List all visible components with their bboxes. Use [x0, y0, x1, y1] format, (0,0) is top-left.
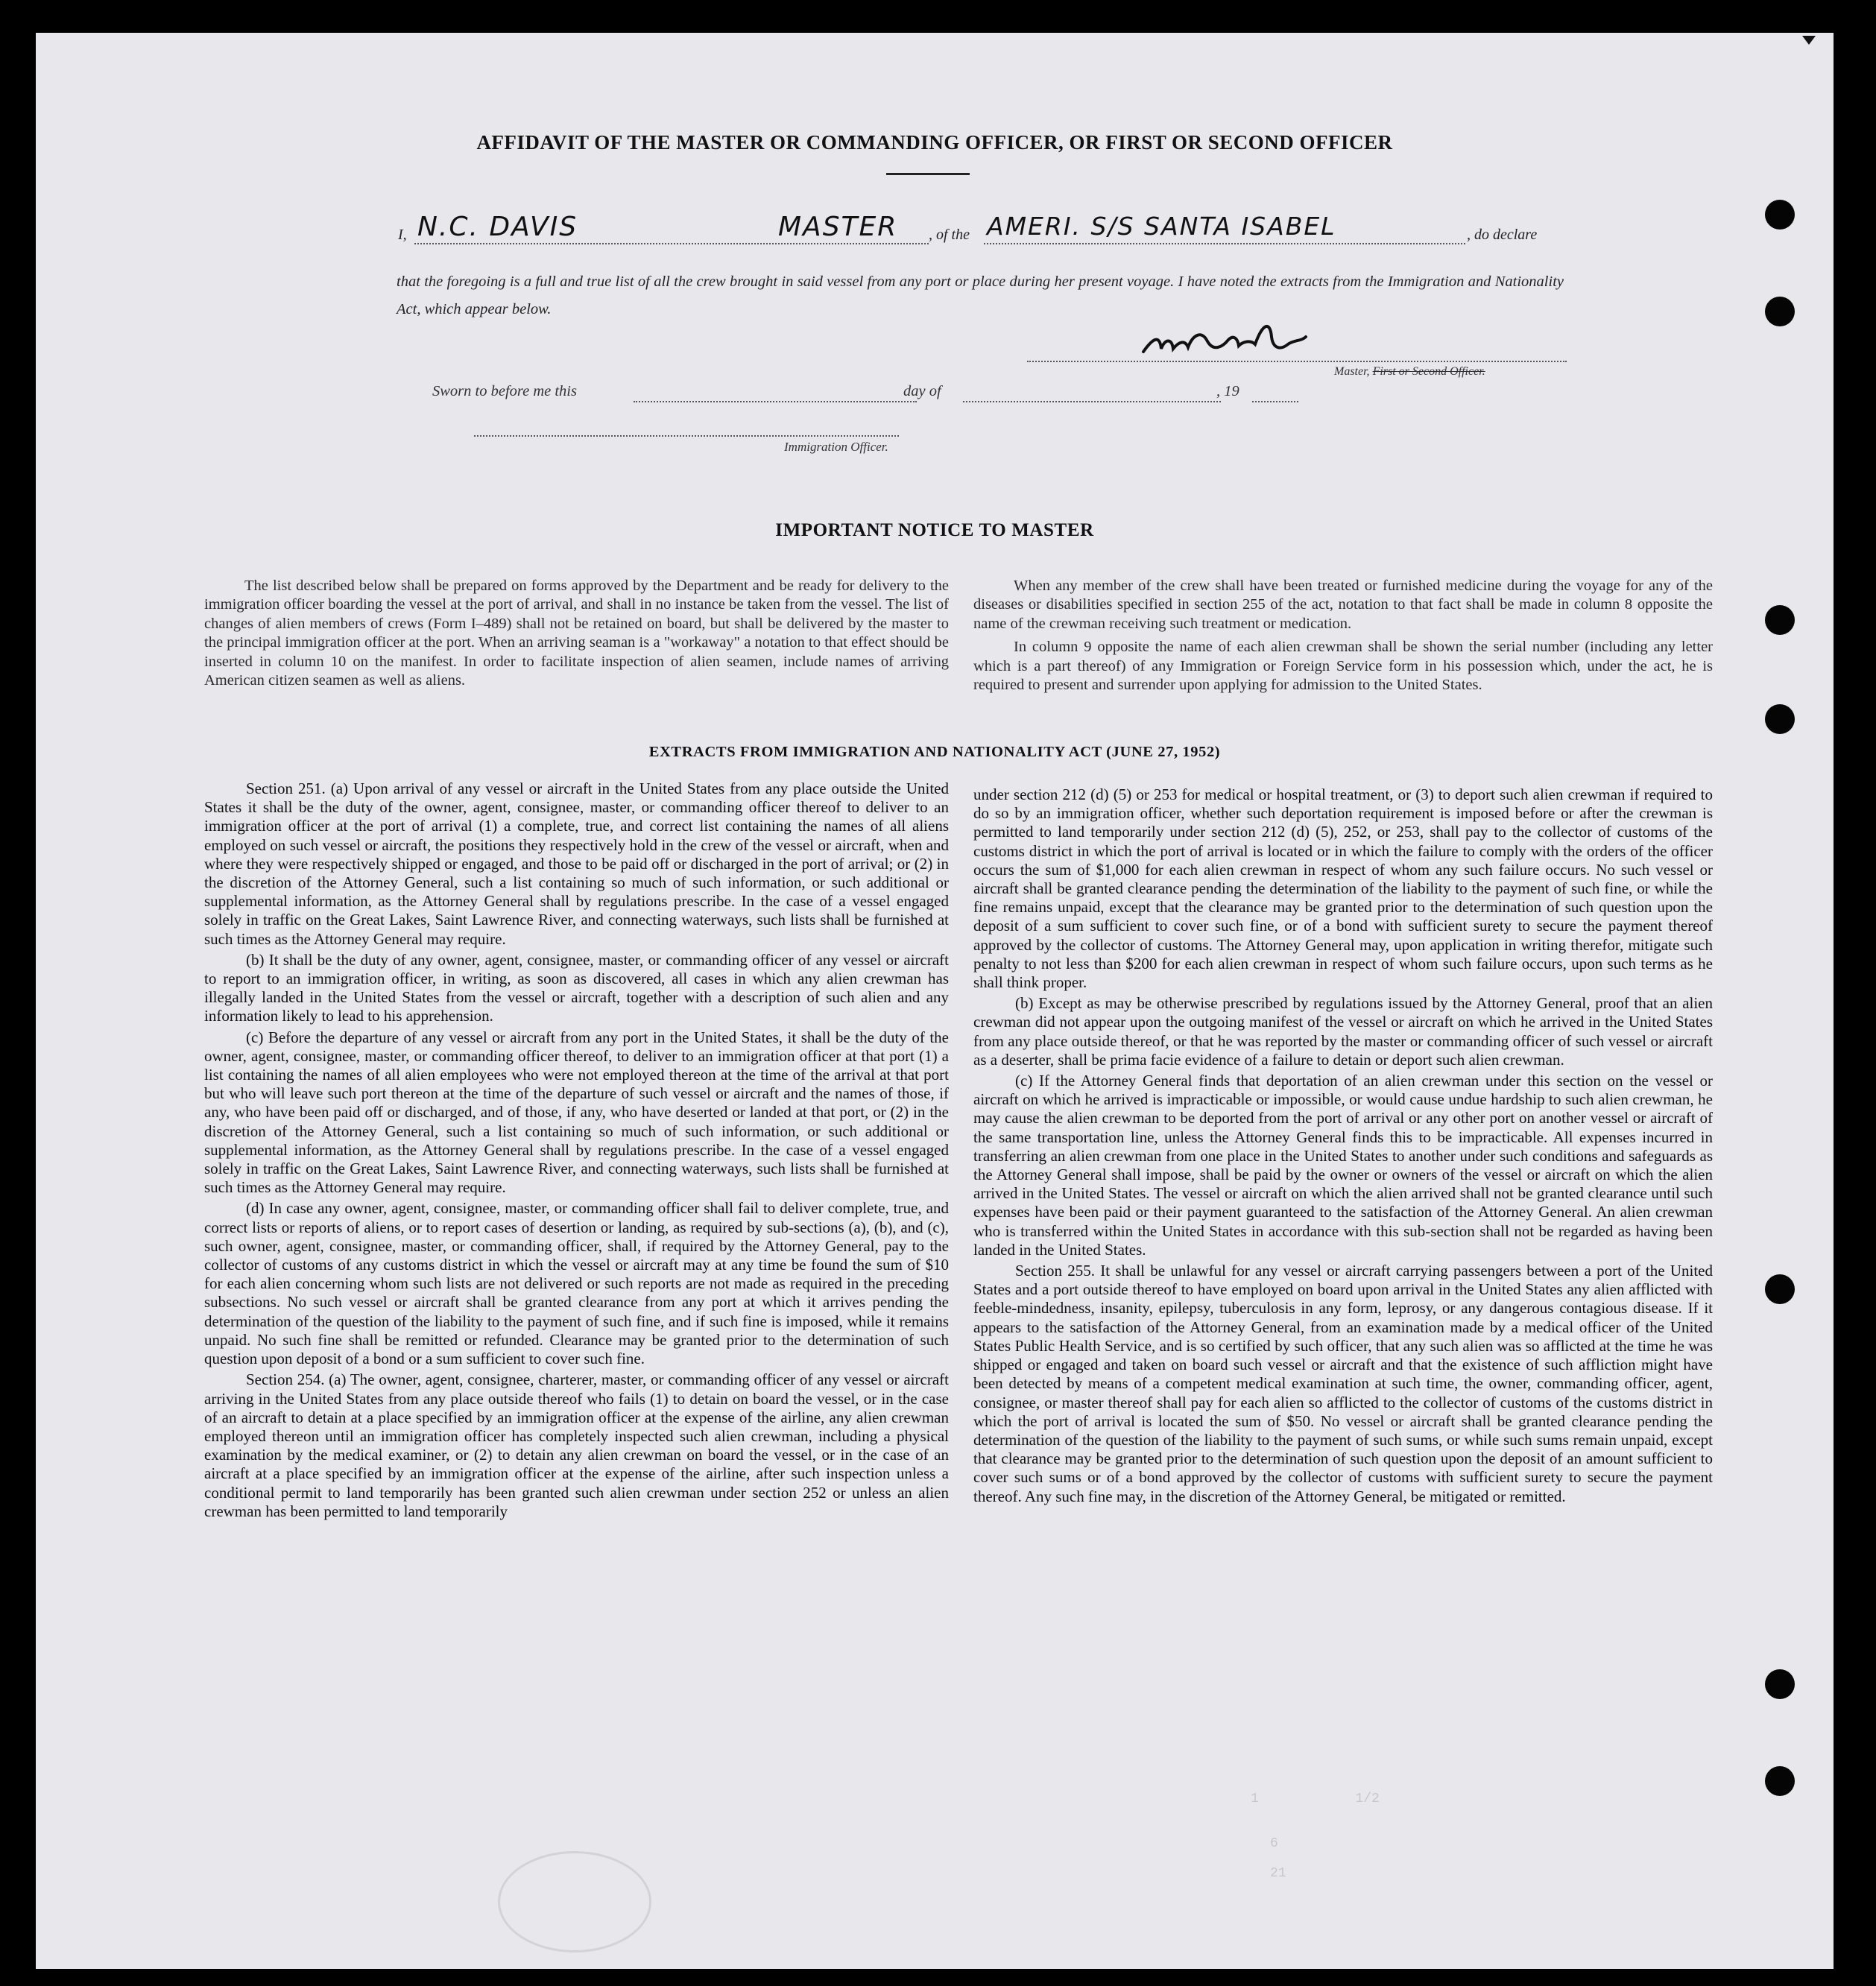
binder-hole [1765, 200, 1795, 230]
section-251-d: (d) In case any owner, agent, consignee, master, or commanding officer shall fail to deliver complete, true, and correct lists or reports of aliens, or to report cases of desertion or landing, as required by sub-sections (a), (b), and (c), such owner, agent, consignee, master, or commanding officer, shall, if required by the Attorney General, pay to the collector of customs of any customs district in which the vessel or aircraft may at any time be found the sum of $10 for each alien concerning whom such lists are not delivered or such reports are not made as required in the preceding subsections. No such vessel or aircraft shall be granted clearance from any port at which it arrives pending the determination of the question of the liability to the payment of such fine, and if such fine is imposed, while it remains unpaid. No such fine shall be remitted or refunded. Clearance may be granted prior to the determination of such question upon deposit of a bond or a sum sufficient to cover such fine. [204, 1199, 949, 1368]
notice-right-paragraph-2: In column 9 opposite the name of each alien crewman shall be shown the serial number (including any letter which is a part thereof) of any Immigration or Foreign Service form in his possession which, under the act, he is required to present and surrender upon applying for admission to the United States. [973, 639, 1713, 694]
section-251-c: (c) Before the departure of any vessel or aircraft from any port in the United States, it shall be the duty of the owner, agent, consignee, master, or commanding officer thereof, to deliver to an immigration officer at that port (1) a list containing the names of all alien employees who were not employed thereon at the time of the arrival at that port but who will leave such port thereon at the time of the departure of such vessel or aircraft and the names of those, if any, who have been paid off or discharged, and of those, if any, who have deserted or landed at that port, or (2) in the discretion of the Attorney General, such a list containing so much of such information, or such additional or supplemental information, as the Attorney General shall by regulations prescribe. In the case of a vessel engaged solely in traffic on the Great Lakes, Saint Lawrence River, and connecting waterways, such lists shall be furnished at such times as the Attorney General may require. [204, 1028, 949, 1197]
extracts-left-column [204, 779, 949, 1523]
declare-label: , do declare [1467, 227, 1538, 243]
signature-caption: Master, First or Second Officer. [1334, 365, 1485, 378]
rank-handwritten: MASTER [778, 212, 898, 242]
i-label: I, [398, 227, 407, 243]
bleedthrough-text: 1 1/2 [1251, 1791, 1557, 1806]
binder-hole [1765, 1669, 1795, 1699]
immigration-officer-line [474, 435, 899, 437]
affidavit-statement: that the foregoing is a full and true list of all the crew brought in said vessel from any port or place during her present voyage. I have noted the extracts from the Immigration and Nationality Act, which appear below. [397, 273, 1564, 317]
bleedthrough-text-2: 6 [1109, 1836, 1439, 1851]
binder-hole [1765, 1766, 1795, 1796]
binder-hole [1765, 605, 1795, 635]
section-255: Section 255. It shall be unlawful for any vessel or aircraft carrying passengers between a port of the United States and a port outside thereof to have employed on board upon arrival in the United States any alien afflicted with feeble-mindedness, insanity, epilepsy, tuberculosis in any form, leprosy, or any dangerous contagious disease. If it appears to the satisfaction of the Attorney General, from an examination made by a medical officer of the United States Public Health Service, and is so certified by such officer, that any such alien was so afflicted at the time he was shipped or engaged and taken on board such vessel or aircraft and that the existence of such affliction might have been detected by means of a competent medical examination at such time, the owner, commanding officer, agent, consignee, or master thereof shall pay for each alien so afflicted to the collector of customs of the customs district in which the port of arrival is located the sum of $50. No vessel or aircraft shall be granted clearance pending the determination of the question of the liability to the payment of such sums, or while such sums remain unpaid, except that clearance may be granted prior to the determination of such question upon the deposit of an amount sufficient to cover such sums or of a bond approved by the collector of customs with sufficient surety to secure the payment thereof. Any such fine may, in the discretion of the Attorney General, be mitigated or remitted. [973, 1262, 1713, 1505]
affidavit-title: AFFIDAVIT OF THE MASTER OR COMMANDING OFFICER, OR FIRST OR SECOND OFFICER [476, 131, 1393, 154]
immigration-officer-caption: Immigration Officer. [784, 440, 888, 454]
section-254-b: (b) Except as may be otherwise prescribed by regulations issued by the Attorney General, proof that an alien crewman did not appear upon the outgoing manifest of the vessel or aircraft on which he arrived in the United States from any place outside thereof, or that he was reported by the master or commanding officer of such vessel or aircraft as a deserter, shall be prima facie evidence of a failure to detain or deport such alien crewman. [973, 994, 1713, 1069]
title-rule [886, 173, 970, 175]
faint-stamp-bleedthrough [498, 1851, 651, 1952]
extracts-right-column [973, 785, 1713, 1508]
section-254-c: (c) If the Attorney General finds that deportation of an alien crewman under this section on the vessel or aircraft on which he arrived is impracticable or impossible, or would cause undue hardship to such alien crewman, he may cause the alien crewman to be deported from the port of arrival or any other port on another vessel or aircraft of the same transportation line, unless the Attorney General finds this to be impracticable. All expenses incurred in transferring an alien crewman from one place in the United States to another under such conditions and safeguards as the Attorney General shall impose, shall be paid by the owner or owners of the vessel or aircraft on which the alien arrived in the United States. The vessel or aircraft on which the alien arrived shall not be granted clearance until such expenses have been paid or their payment guaranteed to the satisfaction of the Attorney General. An alien crewman who is transferred within the United States in accordance with this sub-section shall not be regarded as having been landed in the United States. [973, 1072, 1713, 1259]
of-the-label: , of the [929, 227, 970, 243]
master-signature [1139, 314, 1333, 367]
section-251-a: Section 251. (a) Upon arrival of any vessel or aircraft in the United States from any place outside the United States it shall be the duty of the owner, agent, consignee, master, or commanding officer thereof to deliver to an immigration officer at the port of arrival (1) a complete, true, and correct list containing the names of all aliens employed on such vessel or aircraft, the positions they respectively hold in the crew of the vessel or aircraft, when and where they were respectively shipped or engaged, and those to be paid off or discharged in the port of arrival; or (2) in the discretion of the Attorney General, such a list containing so much of such information, or such additional or supplemental information, as the Attorney General shall by regulations prescribe. In the case of a vessel engaged solely in traffic on the Great Lakes, Saint Lawrence River, and connecting waterways, such lists shall be furnished at such times as the Attorney General may require. [204, 779, 949, 948]
sworn-line [432, 383, 1297, 405]
binder-hole [1765, 297, 1795, 326]
year-label: , 19 [1216, 383, 1239, 399]
notice-left-paragraph: The list described below shall be prepared on forms approved by the Department and be ready for delivery to the immigration officer boarding the vessel at the port of arrival, and shall in no instance be taken from the vessel. The list of changes of alien members of crews (Form I–489) shall not be retained on board, but shall be delivered by the master to the principal immigration officer at the port. When an arriving seaman is a "workaway" a notation to that effect should be inserted in column 10 on the manifest. In order to facilitate inspection of alien seamen, include names of arriving American citizen seamen as well as aliens. [204, 578, 949, 689]
section-254-a: Section 254. (a) The owner, agent, consignee, charterer, master, or commanding officer of any vessel or aircraft arriving in the United States from any place outside thereof who fails (1) to detain on board the vessel, or in the case of an aircraft to detain at a place specified by an immigration officer at the expense of the airline, any alien crewman employed thereon until an immigration officer has completely inspected such alien crewman, including a physical examination by the medical examiner, or (2) to detain any alien crewman on board the vessel, or in the case of an aircraft at a place specified by an immigration officer at the expense of the airline, after such inspection unless a conditional permit to land temporarily has been granted such alien crewman under section 252 or unless an alien crewman has been permitted to land temporarily [204, 1370, 949, 1520]
signature-line [1027, 361, 1567, 362]
document-page [36, 33, 1834, 1969]
section-254-a-continued: under section 212 (d) (5) or 253 for medical or hospital treatment, or (3) to deport such alien crewman if required to do so by an immigration officer, whether such deportation requirement is imposed before or after the crewman is permitted to land temporarily under section 212 (d) (5), 252, or 253, shall pay to the collector of customs of the customs district in which the port of arrival is located or in which the failure to comply with the orders of the officer occurs the sum of $1,000 for each alien crewman in respect of whom any such failure occurs. No such vessel or aircraft shall be granted clearance pending the determination of the liability to the payment of such fine, or while the fine remains unpaid, except that the clearance may be granted prior to the determination of such question upon the deposit of a sum sufficient to cover such fine, or of a bond with sufficient surety to secure the payment thereof approved by the collector of customs. The Attorney General may, upon application in writing therefor, mitigate such penalty to not less than $200 for each alien crewman in respect of whom such failure occurs, upon such terms as he shall think proper. [973, 785, 1713, 992]
binder-hole [1765, 704, 1795, 734]
binder-hole [1765, 1274, 1795, 1304]
notice-right-column [973, 577, 1713, 696]
extracts-title: EXTRACTS FROM IMMIGRATION AND NATIONALITY ACT (JUNE 27, 1952) [648, 744, 1221, 760]
section-251-b: (b) It shall be the duty of any owner, agent, consignee, master, or commanding officer of any vessel or aircraft to report to an immigration officer, in writing, as soon as discovered, all cases in which any alien crewman has illegally landed in the United States from the vessel or aircraft, together with a description of such alien and any information likely to lead to his apprehension. [204, 950, 949, 1025]
notice-right-paragraph-1: When any member of the crew shall have been treated or furnished medicine during the voyage for any of the diseases or disabilities specified in section 255 of the act, notation to that fact shall be made in column 8 opposite the name of the crewman receiving such treatment or medication. [973, 578, 1713, 632]
vessel-name-handwritten: AMERI. S/S SANTA ISABEL [987, 212, 1336, 241]
day-of-label: day of [903, 383, 941, 399]
notice-left-column [204, 577, 949, 692]
page-edge-mark [1802, 36, 1816, 45]
notice-title: IMPORTANT NOTICE TO MASTER [775, 520, 1094, 540]
sworn-label: Sworn to before me this [432, 383, 577, 399]
bleedthrough-text-3: 21 [1109, 1866, 1439, 1881]
affidavit-declaration-line [398, 210, 1598, 247]
master-name-handwritten: N.C. DAVIS [417, 212, 578, 242]
